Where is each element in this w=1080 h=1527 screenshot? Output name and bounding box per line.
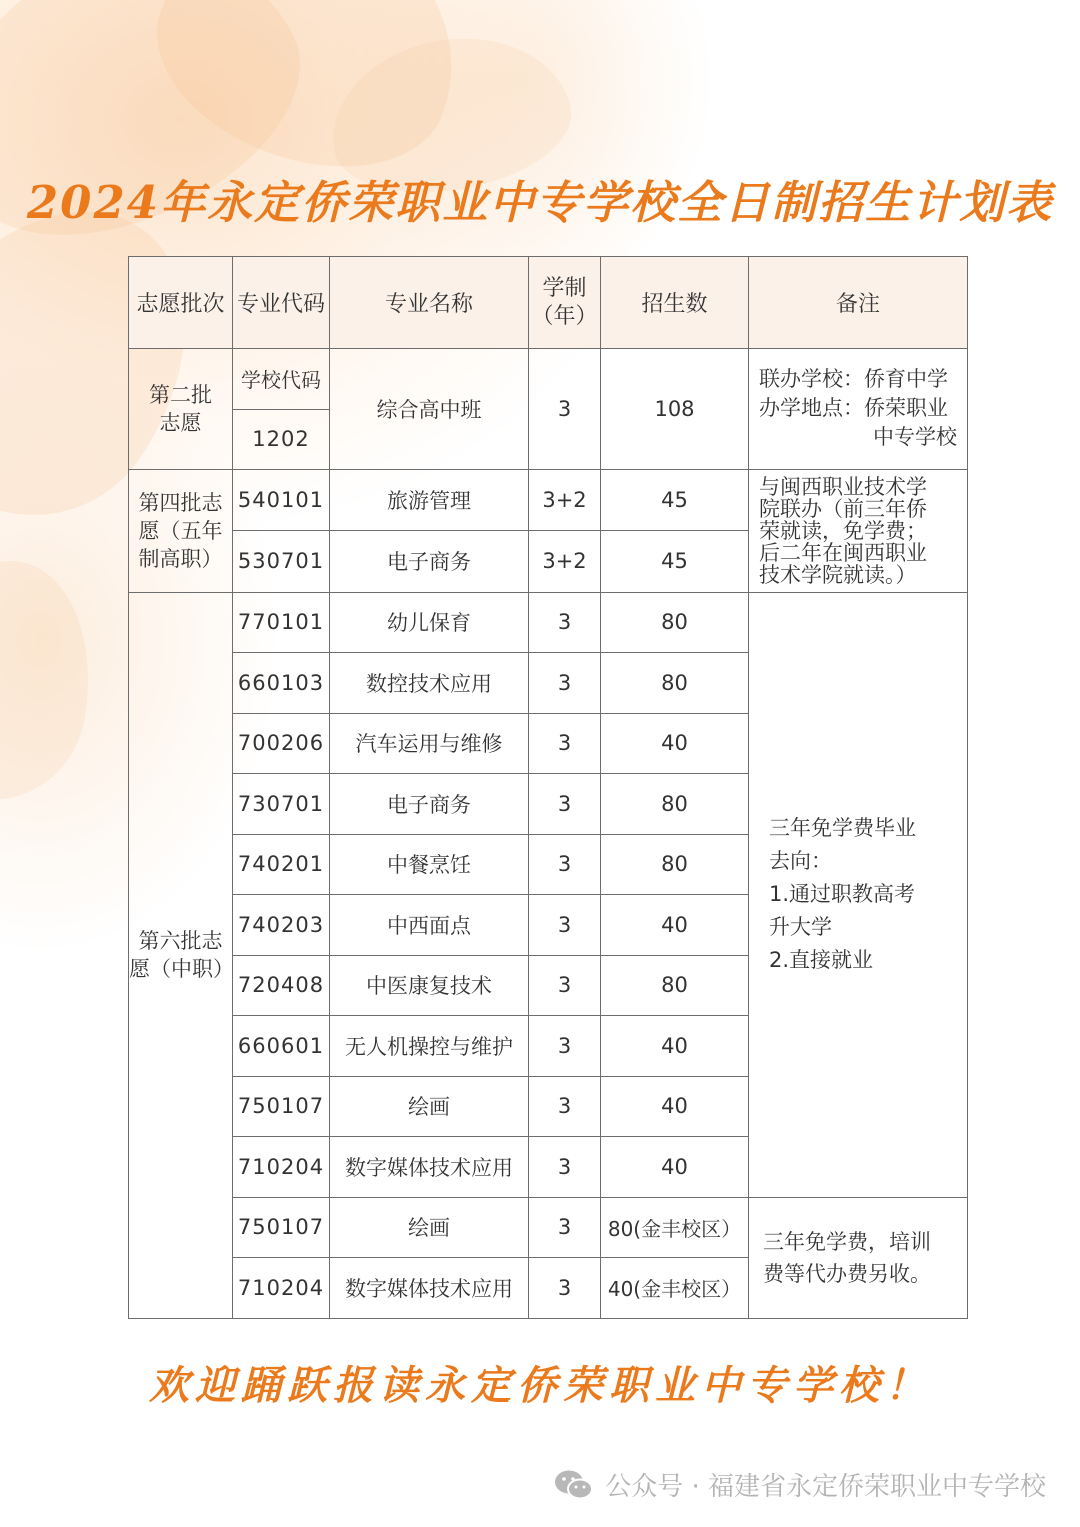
school-code-label: 学校代码 <box>233 349 330 410</box>
major-code: 540101 <box>233 469 330 531</box>
remark-cell: 三年免学费毕业 去向： 1.通过职教高考 升大学 2.直接就业 <box>749 592 968 1197</box>
major-name: 综合高中班 <box>330 349 529 470</box>
header-batch: 志愿批次 <box>129 257 233 349</box>
batch-cell: 第四批志 愿（五年 制高职） <box>129 469 233 592</box>
years: 3 <box>529 1258 601 1319</box>
years: 3 <box>529 1197 601 1258</box>
header-years <box>529 257 601 349</box>
school-code-value: 1202 <box>233 409 330 469</box>
major-name: 无人机操控与维护 <box>330 1016 529 1077</box>
years: 3+2 <box>529 469 601 531</box>
quota: 40 <box>601 1016 749 1077</box>
years: 3 <box>529 1016 601 1077</box>
major-code: 710204 <box>233 1258 330 1319</box>
major-name: 幼儿保育 <box>330 592 529 653</box>
quota: 80 <box>601 774 749 835</box>
years: 3 <box>529 1076 601 1137</box>
major-code: 720408 <box>233 955 330 1016</box>
footer-text: 公众号 · 福建省永定侨荣职业中专学校 <box>605 1472 1046 1502</box>
quota: 40 <box>601 713 749 774</box>
years: 3 <box>529 349 601 470</box>
years: 3 <box>529 895 601 956</box>
major-name: 数字媒体技术应用 <box>330 1258 529 1319</box>
quota: 40 <box>601 1137 749 1198</box>
major-name: 电子商务 <box>330 531 529 593</box>
major-code: 740201 <box>233 834 330 895</box>
table-row <box>129 592 968 653</box>
quota: 80 <box>601 653 749 714</box>
header-remark: 备注 <box>749 257 968 349</box>
batch-cell: 第二批 志愿 <box>129 349 233 470</box>
major-name: 电子商务 <box>330 774 529 835</box>
major-code: 740203 <box>233 895 330 956</box>
header-years-line1: 学制 <box>542 275 587 301</box>
major-name: 绘画 <box>330 1197 529 1258</box>
petal-decoration <box>0 546 109 814</box>
major-name: 数控技术应用 <box>330 653 529 714</box>
table-row <box>129 1197 968 1258</box>
wechat-icon <box>553 1468 595 1502</box>
major-name: 绘画 <box>330 1076 529 1137</box>
years: 3 <box>529 834 601 895</box>
table-header-row <box>129 257 968 349</box>
years: 3 <box>529 774 601 835</box>
major-name: 中餐烹饪 <box>330 834 529 895</box>
quota: 45 <box>601 469 749 531</box>
batch-cell: 第六批志 愿（中职） <box>129 592 233 1318</box>
major-name: 中西面点 <box>330 895 529 956</box>
slogan: 欢迎踊跃报读永定侨荣职业中专学校！ <box>149 1362 931 1409</box>
quota: 45 <box>601 531 749 593</box>
major-name: 数字媒体技术应用 <box>330 1137 529 1198</box>
major-code: 660601 <box>233 1016 330 1077</box>
major-code: 710204 <box>233 1137 330 1198</box>
years: 3 <box>529 713 601 774</box>
major-name: 中医康复技术 <box>330 955 529 1016</box>
quota: 80 <box>601 955 749 1016</box>
major-name: 汽车运用与维修 <box>330 713 529 774</box>
years: 3 <box>529 955 601 1016</box>
header-code: 专业代码 <box>233 257 330 349</box>
years: 3 <box>529 653 601 714</box>
quota: 80 <box>601 592 749 653</box>
quota: 80 <box>601 834 749 895</box>
footer-watermark <box>553 1466 1046 1503</box>
major-code: 750107 <box>233 1076 330 1137</box>
remark-cell: 三年免学费，培训 费等代办费另收。 <box>749 1197 968 1318</box>
quota: 40(金丰校区） <box>601 1258 749 1319</box>
header-quota: 招生数 <box>601 257 749 349</box>
years: 3 <box>529 592 601 653</box>
table-row <box>129 469 968 531</box>
years: 3+2 <box>529 531 601 593</box>
major-code: 730701 <box>233 774 330 835</box>
major-code: 770101 <box>233 592 330 653</box>
remark-cell: 与闽西职业技术学 院联办（前三年侨 荣就读，免学费； 后二年在闽西职业 技术学院就读。） <box>749 469 968 592</box>
page-title: 2024年永定侨荣职业中专学校全日制招生计划表 <box>26 176 1054 229</box>
major-code: 700206 <box>233 713 330 774</box>
quota: 40 <box>601 1076 749 1137</box>
remark-cell: 联办学校：侨育中学 办学地点：侨荣职业 中专学校 <box>749 349 968 470</box>
years: 3 <box>529 1137 601 1198</box>
quota: 108 <box>601 349 749 470</box>
table-row <box>129 349 968 410</box>
header-years-line2: （年） <box>531 303 598 329</box>
major-name: 旅游管理 <box>330 469 529 531</box>
quota: 40 <box>601 895 749 956</box>
quota: 80(金丰校区） <box>601 1197 749 1258</box>
enrollment-plan-table <box>128 256 968 1319</box>
major-code: 750107 <box>233 1197 330 1258</box>
major-code: 660103 <box>233 653 330 714</box>
header-name: 专业名称 <box>330 257 529 349</box>
major-code: 530701 <box>233 531 330 593</box>
